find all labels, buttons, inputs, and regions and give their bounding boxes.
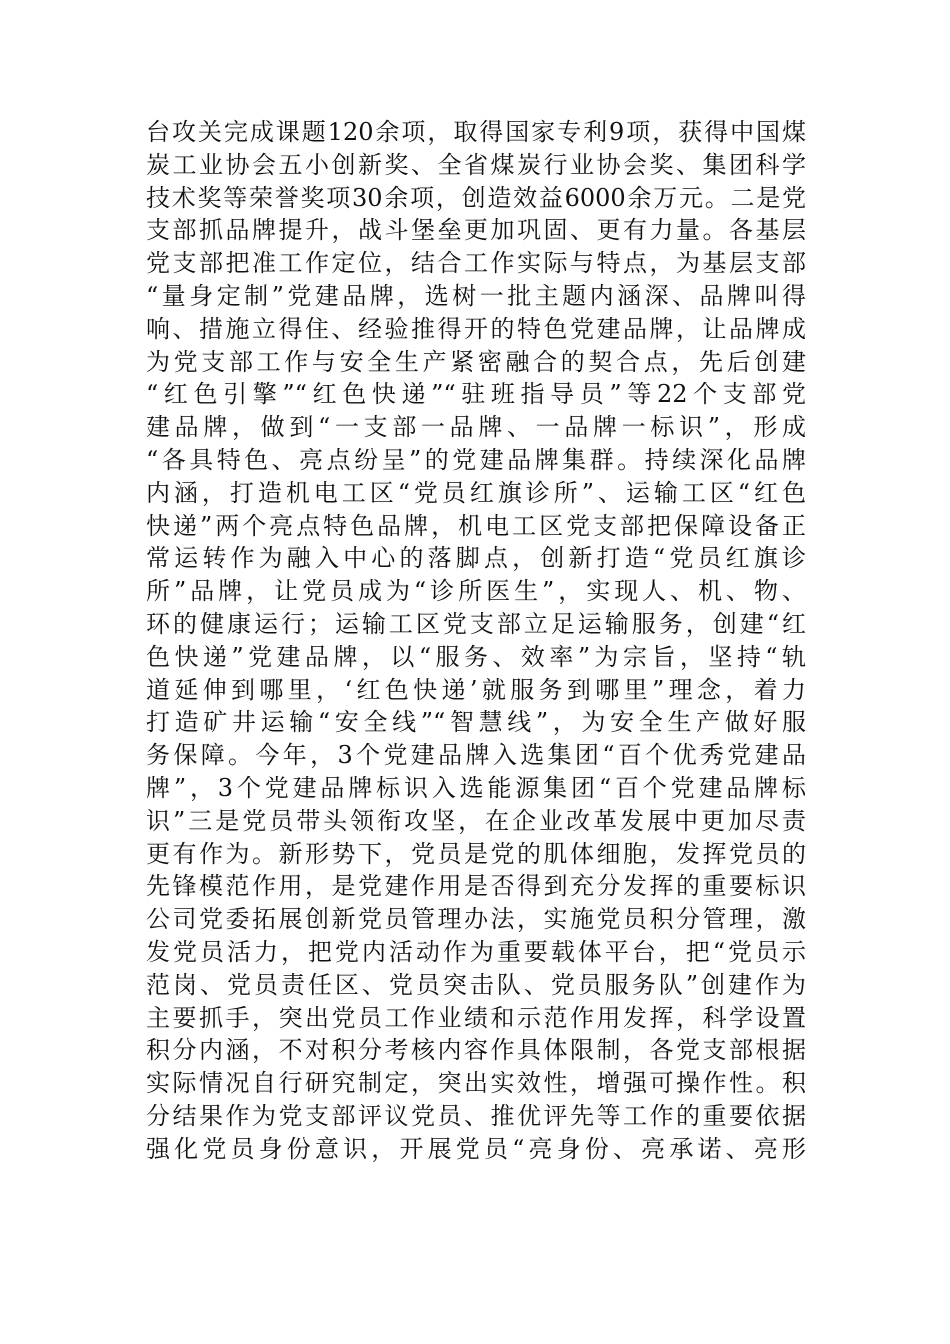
- text-line-3: 技术奖等荣誉奖项30余项，创造效益6000余万元。二是党: [146, 183, 806, 212]
- text-line-22: 识”三是党员带头领衔攻坚，在企业改革发展中更加尽责: [146, 806, 806, 835]
- text-line-27: 范岗、党员责任区、党员突击队、党员服务队”创建作为: [146, 970, 806, 999]
- text-line-7: 响、措施立得住、经验推得开的特色党建品牌，让品牌成: [146, 314, 806, 343]
- text-line-9: “红色引擎”“红色快递”“驻班指导员”等22个支部党: [146, 380, 806, 409]
- text-line-21: 牌”，3个党建品牌标识入选能源集团“百个党建品牌标: [146, 773, 806, 802]
- text-line-4: 支部抓品牌提升，战斗堡垒更加巩固、更有力量。各基层: [146, 216, 806, 245]
- text-line-30: 实际情况自行研究制定，突出实效性，增强可操作性。积: [146, 1069, 806, 1098]
- text-line-13: 快递”两个亮点特色品牌，机电工区党支部把保障设备正: [146, 511, 806, 540]
- text-line-12: 内涵，打造机电工区“党员红旗诊所”、运输工区“红色: [146, 478, 806, 507]
- text-line-29: 积分内涵，不对积分考核内容作具体限制，各党支部根据: [146, 1036, 806, 1065]
- text-line-5: 党支部把准工作定位，结合工作实际与特点，为基层支部: [146, 249, 806, 278]
- text-line-24: 先锋模范作用，是党建作用是否得到充分发挥的重要标识: [146, 872, 806, 901]
- text-line-26: 发党员活力，把党内活动作为重要载体平台，把“党员示: [146, 937, 806, 966]
- text-line-20: 务保障。今年，3个党建品牌入选集团“百个优秀党建品: [146, 741, 806, 770]
- text-line-11: “各具特色、亮点纷呈”的党建品牌集群。持续深化品牌: [146, 445, 806, 474]
- text-line-28: 主要抓手，突出党员工作业绩和示范作用发挥，科学设置: [146, 1003, 806, 1032]
- text-line-31: 分结果作为党支部评议党员、推优评先等工作的重要依据: [146, 1101, 806, 1130]
- text-line-8: 为党支部工作与安全生产紧密融合的契合点，先后创建: [146, 347, 806, 376]
- text-line-17: 色快递”党建品牌，以“服务、效率”为宗旨，坚持“轨: [146, 642, 806, 671]
- text-line-10: 建品牌，做到“一支部一品牌、一品牌一标识”，形成: [146, 413, 806, 442]
- text-line-25: 公司党委拓展创新党员管理办法，实施党员积分管理，激: [146, 905, 806, 934]
- body-paragraph: [146, 116, 806, 1166]
- text-line-1: 台攻关完成课题120余项，取得国家专利9项，获得中国煤: [146, 118, 806, 146]
- text-line-19: 打造矿井运输“安全线”“智慧线”，为安全生产做好服: [146, 708, 806, 737]
- text-line-15: 所”品牌，让党员成为“诊所医生”，实现人、机、物、: [146, 577, 806, 606]
- text-line-23: 更有作为。新形势下，党员是党的肌体细胞，发挥党员的: [146, 839, 806, 868]
- text-line-14: 常运转作为融入中心的落脚点，创新打造“党员红旗诊: [146, 544, 806, 573]
- text-line-6: “量身定制”党建品牌，选树一批主题内涵深、品牌叫得: [146, 281, 806, 310]
- text-line-2: 炭工业协会五小创新奖、全省煤炭行业协会奖、集团科学: [146, 150, 806, 179]
- text-line-18: 道延伸到哪里，‘红色快递’就服务到哪里”理念，着力: [146, 675, 806, 704]
- text-line-16: 环的健康运行；运输工区党支部立足运输服务，创建“红: [146, 609, 806, 638]
- text-line-32: 强化党员身份意识，开展党员“亮身份、亮承诺、亮形: [146, 1134, 806, 1163]
